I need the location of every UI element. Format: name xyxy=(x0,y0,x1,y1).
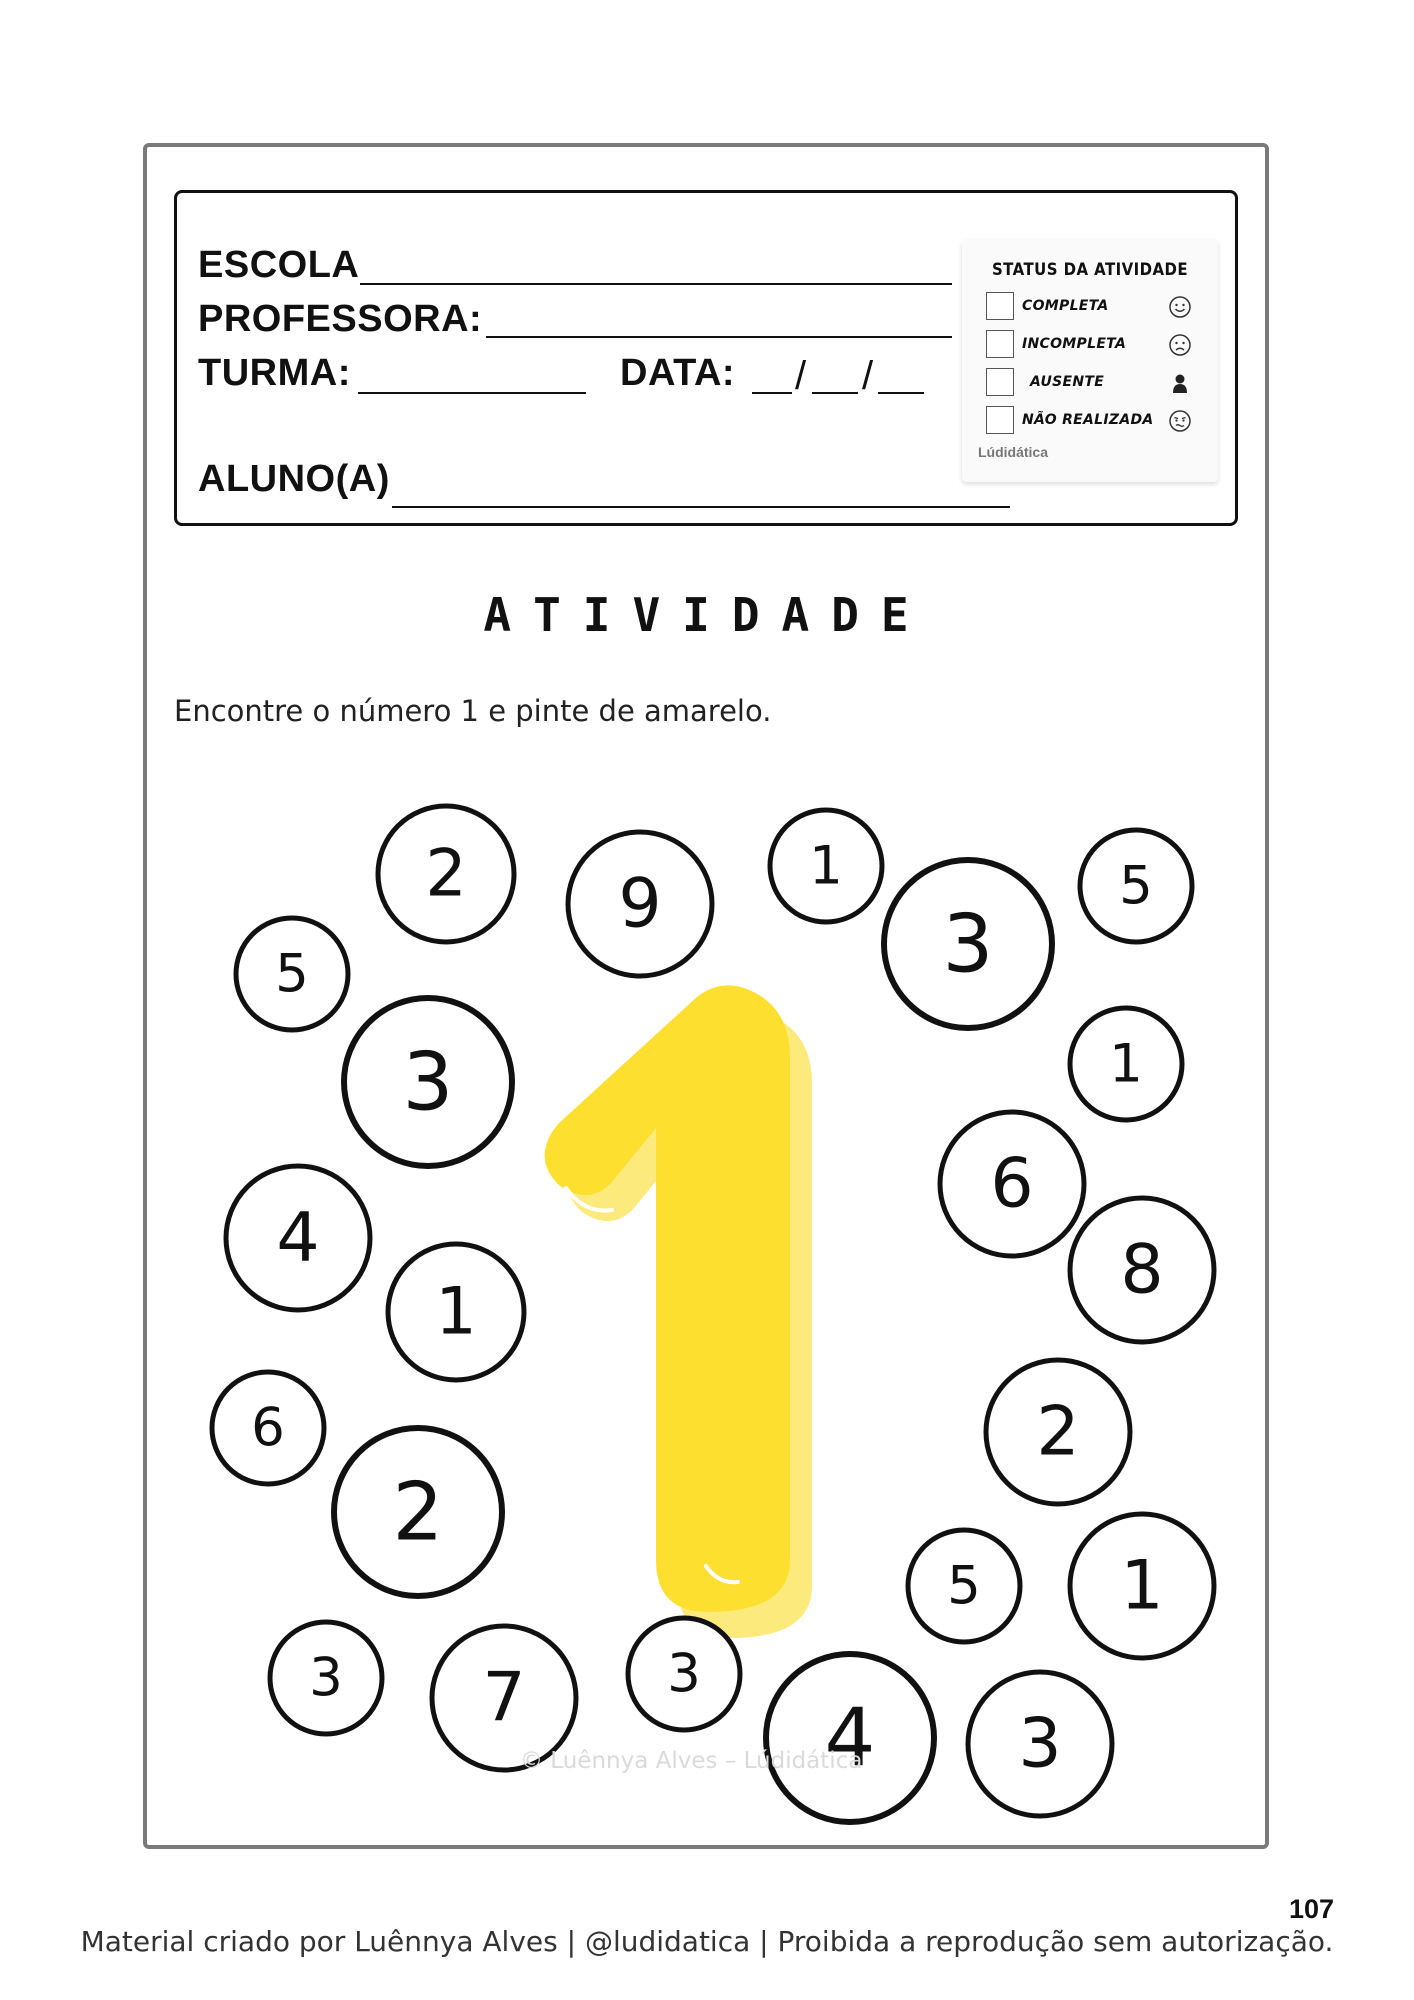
number-circle[interactable] xyxy=(334,1428,502,1596)
circle-number: 3 xyxy=(667,1643,701,1705)
number-circle[interactable] xyxy=(968,1672,1112,1816)
page-number: 107 xyxy=(1288,1894,1334,1924)
circle-number: 3 xyxy=(402,1035,454,1129)
number-circle[interactable] xyxy=(388,1244,524,1380)
circle-number: 5 xyxy=(1119,855,1153,917)
circle-number: 4 xyxy=(276,1198,320,1278)
circle-number: 3 xyxy=(309,1647,343,1709)
circle-number: 2 xyxy=(425,836,467,912)
class-label: TURMA: xyxy=(198,352,351,394)
number-circle[interactable] xyxy=(1070,1008,1182,1120)
circle-number: 6 xyxy=(251,1397,285,1459)
status-label: AUSENTE xyxy=(1030,374,1105,390)
activity-title: ATIVIDADE xyxy=(483,588,931,642)
number-circle[interactable] xyxy=(770,810,882,922)
number-circle[interactable] xyxy=(212,1372,324,1484)
circle-number: 5 xyxy=(275,943,309,1005)
circle-number: 1 xyxy=(1109,1033,1143,1095)
number-circle[interactable] xyxy=(986,1360,1130,1504)
number-circle[interactable] xyxy=(344,998,512,1166)
school-label: ESCOLA xyxy=(198,244,360,286)
number-circle[interactable] xyxy=(236,918,348,1030)
circle-number: 8 xyxy=(1120,1230,1164,1310)
date-separator: / xyxy=(862,354,874,398)
number-circle[interactable] xyxy=(1080,830,1192,942)
circle-number: 9 xyxy=(618,864,662,944)
number-circle[interactable] xyxy=(628,1618,740,1730)
teacher-label: PROFESSORA: xyxy=(198,298,483,340)
circle-number: 2 xyxy=(392,1465,444,1559)
number-circle[interactable] xyxy=(568,832,712,976)
date-label: DATA: xyxy=(620,352,736,394)
date-separator: / xyxy=(795,354,807,398)
status-label: NÃO REALIZADA xyxy=(1022,412,1154,428)
instruction-text: Encontre o número 1 e pinte de amarelo. xyxy=(174,694,772,728)
circle-number: 3 xyxy=(942,897,994,991)
status-label: COMPLETA xyxy=(1022,298,1109,314)
circle-number: 1 xyxy=(1120,1546,1164,1626)
circle-number: 4 xyxy=(824,1691,876,1785)
number-circle[interactable] xyxy=(908,1530,1020,1642)
number-circle[interactable] xyxy=(378,806,514,942)
circle-number: 7 xyxy=(482,1658,526,1738)
footer-credit: Material criado por Luênnya Alves | @ludidatica | Proibida a reprodução sem autorização. xyxy=(80,1925,1334,1958)
number-circle[interactable] xyxy=(1070,1198,1214,1342)
circle-number: 1 xyxy=(809,835,843,897)
circle-number: 5 xyxy=(947,1555,981,1617)
circle-number: 3 xyxy=(1018,1704,1062,1784)
circle-number: 2 xyxy=(1036,1392,1080,1472)
number-circle[interactable] xyxy=(884,860,1052,1028)
number-circle[interactable] xyxy=(226,1166,370,1310)
status-title: STATUS DA ATIVIDADE xyxy=(991,260,1189,280)
number-circle[interactable] xyxy=(270,1622,382,1734)
number-circle[interactable] xyxy=(940,1112,1084,1256)
watermark: © Luênnya Alves – Lúdidática xyxy=(520,1748,863,1774)
status-label: INCOMPLETA xyxy=(1022,336,1127,352)
number-circle[interactable] xyxy=(766,1654,934,1822)
number-circle[interactable] xyxy=(1070,1514,1214,1658)
circle-number: 1 xyxy=(435,1274,477,1350)
circle-number: 6 xyxy=(990,1144,1034,1224)
status-brand: Lúdidática xyxy=(978,444,1049,460)
student-label: ALUNO(A) xyxy=(198,458,390,500)
